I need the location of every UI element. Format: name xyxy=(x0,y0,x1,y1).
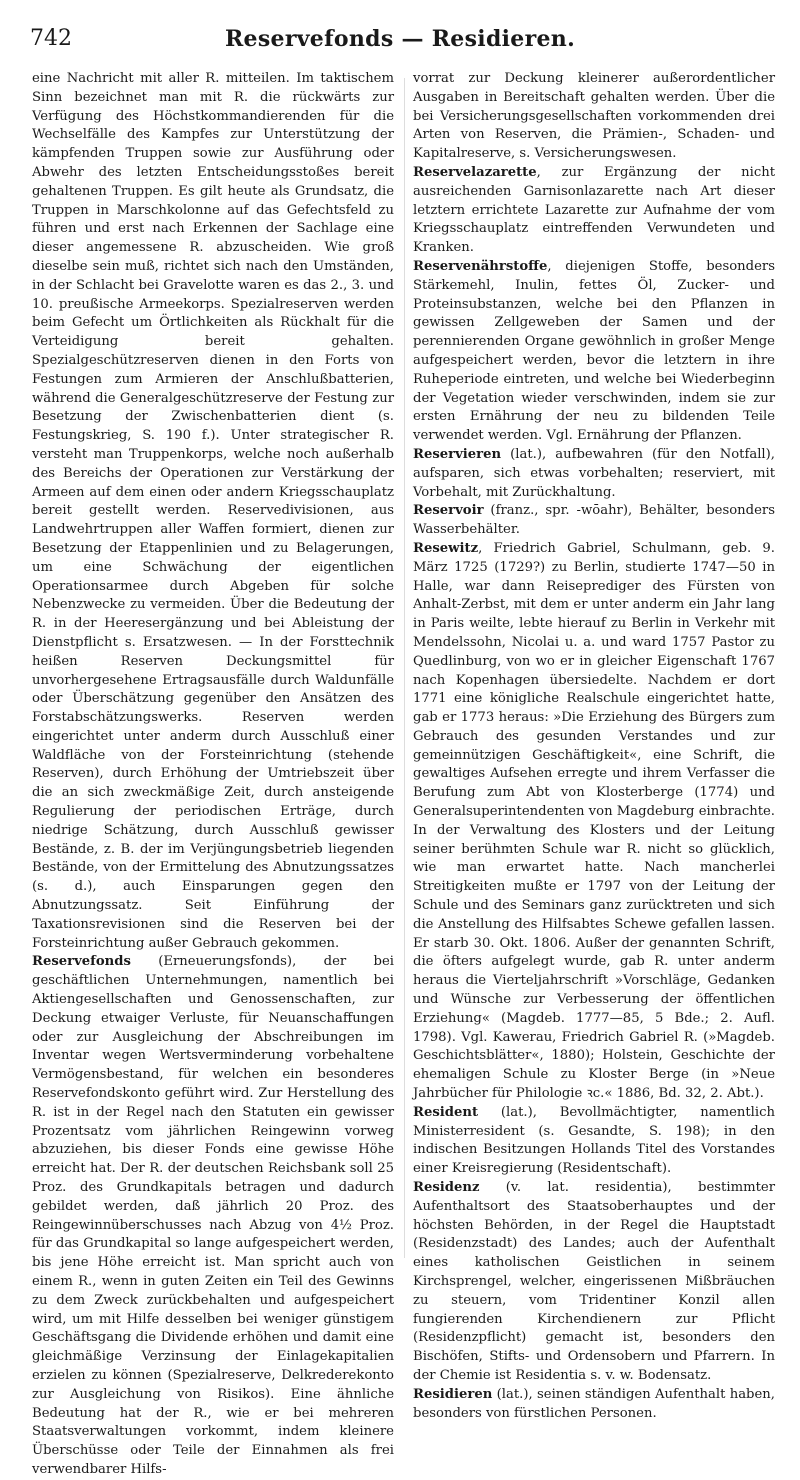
entry-paragraph xyxy=(413,540,775,1104)
entry-paragraph xyxy=(413,1104,775,1179)
entry-text: (lat.), Bevollmächtigter, namentlich Ministerresident (s. Gesandte, S. 198); in den indischen Besitzungen Hollands Titel des Vorstandes einer Kreisregierung (Residentschaft). xyxy=(413,1104,775,1177)
right-column xyxy=(413,70,775,1421)
entry-lemma: Reservefonds xyxy=(32,954,131,970)
entry-text: (v. lat. residentia), bestimmter Aufenthaltsort des Staatsoberhauptes und der höchsten Behörden, in der Regel die Hauptstadt (Residenzstadt) des Landes; auch der Aufenthalt eines katholischen Geistlichen in seinem Kirchsprengel, welcher, eingerissenen Mißbräuchen zu steuern, vom Tridentiner Konzil allen fungierenden Kirchendienern zur Pflicht (Residenzpflicht) gemacht ist, besonders den Bischöfen, Stifts- und Ordensobern und Pfarrern. In der Chemie ist Residentia s. v. w. Bodensatz. xyxy=(413,1180,775,1383)
entry-lemma: Reservenährstoffe xyxy=(413,258,548,274)
entry-paragraph xyxy=(413,258,775,446)
entry-paragraph xyxy=(413,70,775,164)
column-divider xyxy=(404,78,405,1258)
entry-text: (lat.), seinen ständigen Aufenthalt haben, besonders von fürstlichen Personen. xyxy=(413,1386,775,1421)
entry-paragraph xyxy=(413,502,775,540)
entry-lemma: Residieren xyxy=(413,1386,493,1402)
entry-text: eine Nachricht mit aller R. mitteilen. Im taktischem Sinn bezeichnet man mit R. die rückwärts zur Verfügung des Höchstkommandierenden für die Wechselfälle des Kampfes zur Unterstützung der kämpfenden Truppen sowie zur Ausführung oder Abwehr des letzten Entscheidungsstoßes bereit gehaltenen Truppen. Es gilt heute als Grundsatz, die Truppen in Marschkolonne auf das Gefechtsfeld zu führen und erst nach Erkennen der Sachlage eine dieser angemessene R. abzuscheiden. Wie groß dieselbe sein muß, richtet sich nach den Umständen, in der Schlacht bei Gravelotte waren es das 2., 3. und 10. preußische Armeekorps. Spezialreserven werden beim Gefecht um Örtlichkeiten als Rückhalt für die Verteidigung bereit gehalten. Spezialgeschützreserven dienen in den Forts von Festungen zum Armieren der Anschlußbatterien, während die Generalgeschützreserve der Festung zur Besetzung der Zwischenbatterien dient (s. Festungskrieg, S. 190 f.). Unter strategischer R. versteht man Truppenkorps, welche noch außerhalb des Bereichs der Operationen zur Verstärkung der Armeen auf dem einen oder andern Kriegsschauplatz bereit gestellt werden. Reservedivisionen, aus Landwehrtruppen aller Waffen formiert, dienen zur Besetzung der Etappenlinien und zu Belagerungen, um eine Schwächung der eigentlichen Operationsarmee durch Abgeben für solche Nebenzwecke zu vermeiden. Über die Bedeutung der R. in der Heeresergänzung und bei Ableistung der Dienstpflicht s. Ersatzwesen. — In der Forsttechnik heißen Reserven Deckungsmittel für unvorhergesehene Ertragsausfälle durch Waldunfälle oder Überschätzung gegenüber den Ansätzen des Forstabschätzungswerks. Reserven werden eingerichtet unter anderm durch Ausschluß einer Waldfläche von der Forsteinrichtung (stehende Reserven), durch Erhöhung der Umtriebszeit über die an sich zweckmäßige Zeit, durch ansteigende Regulierung der periodischen Erträge, durch niedrige Schätzung, durch Ausschluß gewisser Bestände, z. B. der im Verjüngungsbetrieb liegenden Bestände, von der Ermittelung des Abnutzungssatzes (s. d.), auch Einsparungen gegen den Abnutzungssatz. Seit Einführung der Taxationsrevisionen sind die Reserven bei der Forsteinrichtung außer Gebrauch gekommen. xyxy=(32,71,394,951)
entry-text: (Erneuerungsfonds), der bei geschäftlichen Unternehmungen, namentlich bei Aktiengesellschaften und Genossenschaften, zur Deckung etwaiger Verluste, für Neuanschaffungen oder zur Ausgleichung der Abschreibungen im Inventar wegen Wertsverminderung vorbehaltene Vermögensbestand, für welchen ein besonderes Reservefondskonto geführt wird. Zur Herstellung des R. ist in der Regel nach den Statuten ein gewisser Prozentsatz vom jährlichen Reingewinn vorweg abzuziehen, bis dieser Fonds eine gewisse Höhe erreicht hat. Der R. der deutschen Reichsbank soll 25 Proz. des Grundkapitals betragen und dadurch gebildet werden, daß jährlich 20 Proz. des Reingewinnüberschusses nach Abzug von 4½ Proz. für das Grundkapital so lange aufgespeichert werden, bis jene Höhe erreicht ist. Man spricht auch von einem R., wenn in guten Zeiten ein Teil des Gewinns zu dem Zweck zurückbehalten und aufgespeichert wird, um mit Hilfe desselben bei weniger günstigem Geschäftsgang die Dividende erhöhen und damit eine gleichmäßige Verzinsung der Einlagekapitalien erzielen zu können (Spezialreserve, Delkrederekonto zur Ausgleichung von Risikos). Eine ähnliche Bedeutung hat der R., wie er bei mehreren Staatsverwaltungen vorkommt, indem kleinere Überschüsse oder Teile der Einnahmen als frei verwendbarer Hilfs- xyxy=(32,954,394,1477)
entry-lemma: Reservieren xyxy=(413,446,502,462)
entry-lemma: Resident xyxy=(413,1104,479,1120)
entry-text: , zur Ergänzung der nicht ausreichenden Garnisonlazarette nach Art dieser letztern errichtete Lazarette zur Aufnahme der vom Kriegsschauplatz eintreffenden Verwundeten und Kranken. xyxy=(413,164,775,256)
entry-lemma: Resewitz xyxy=(413,540,479,556)
entry-lemma: Reservelazarette xyxy=(413,164,537,180)
entry-lemma: Reservoir xyxy=(413,503,484,519)
entry-paragraph xyxy=(413,446,775,502)
left-column xyxy=(32,70,394,1477)
entry-paragraph xyxy=(32,953,394,1479)
entry-paragraph xyxy=(413,1179,775,1386)
entry-paragraph xyxy=(413,164,775,258)
entry-paragraph xyxy=(413,1386,775,1424)
running-head: Reservefonds — Residieren. xyxy=(224,26,576,52)
page-header xyxy=(30,26,770,66)
entry-text: (franz., spr. -wōahr), Behälter, besonders Wasserbehälter. xyxy=(413,503,775,538)
page-number: 742 xyxy=(30,26,72,51)
entry-text: (lat.), aufbewahren (für den Notfall), aufsparen, sich etwas vorbehalten; reserviert, mit Vorbehalt, mit Zurückhaltung. xyxy=(413,446,775,500)
entry-text: vorrat zur Deckung kleinerer außerordentlicher Ausgaben in Bereitschaft gehalten werden. Über die bei Versicherungsgesellschaften vorkommenden drei Arten von Reserven, die Prämien-, Schaden- und Kapitalreserve, s. Versicherungswesen. xyxy=(413,71,775,162)
entry-text: , diejenigen Stoffe, besonders Stärkemehl, Inulin, fettes Öl, Zucker- und Proteinsubstanzen, welche bei den Pflanzen in gewissen Zellgeweben der Samen und der perennierenden Organe gewöhnlich in großer Menge aufgespeichert werden, bevor die letztern in ihre Ruheperiode eintreten, und welche bei Wiederbeginn der Vegetation wieder verschwinden, indem sie zur ersten Ernährung der neu zu bildenden Teile verwendet werden. Vgl. Ernährung der Pflanzen. xyxy=(413,258,775,444)
entry-lemma: Residenz xyxy=(413,1180,480,1196)
entry-paragraph xyxy=(32,70,394,953)
entry-text: , Friedrich Gabriel, Schulmann, geb. 9. März 1725 (1729?) zu Berlin, studierte 1747—50 in Halle, war dann Reiseprediger des Fürsten von Anhalt-Zerbst, mit dem er unter anderm ein Jahr lang in Paris weilte, lebte hierauf zu Berlin in Verkehr mit Mendelssohn, Nicolai u. a. und ward 1757 Pastor zu Quedlinburg, von wo er in gleicher Eigenschaft 1767 nach Kopenhagen übersiedelte. Nachdem er dort 1771 eine königliche Realschule eingerichtet hatte, gab er 1773 heraus: »Die Erziehung des Bürgers zum Gebrauch des gesunden Verstandes und zur gemeinnützigen Geschäftigkeit«, eine Schrift, die gewaltiges Aufsehen erregte und ihrem Verfasser die Berufung zum Abt von Klosterberge (1774) und Generalsuperintendenten von Magdeburg einbrachte. In der Verwaltung des Klosters und der Leitung seiner berühmten Schule war R. nicht so glücklich, wie man erwartet hatte. Nach mancherlei Streitigkeiten mußte er 1797 von der Leitung der Schule und des Seminars ganz zurücktreten und sich die Anstellung des Hilfsabtes Schewe gefallen lassen. Er starb 30. Okt. 1806. Außer der genannten Schrift, die öfters aufgelegt wurde, gab R. unter anderm heraus die Vierteljahrschrift »Vorschläge, Gedanken und Wünsche zur Verbesserung der öffentlichen Erziehung« (Magdeb. 1777—85, 5 Bde.; 2. Aufl. 1798). Vgl. Kawerau, Friedrich Gabriel R. (»Magdeb. Geschichtsblätter«, 1880); Holstein, Geschichte der ehemaligen Schule zu Kloster Berge (in »Neue Jahrbücher für Philologie ꝛc.« 1886, Bd. 32, 2. Abt.). xyxy=(413,540,775,1102)
